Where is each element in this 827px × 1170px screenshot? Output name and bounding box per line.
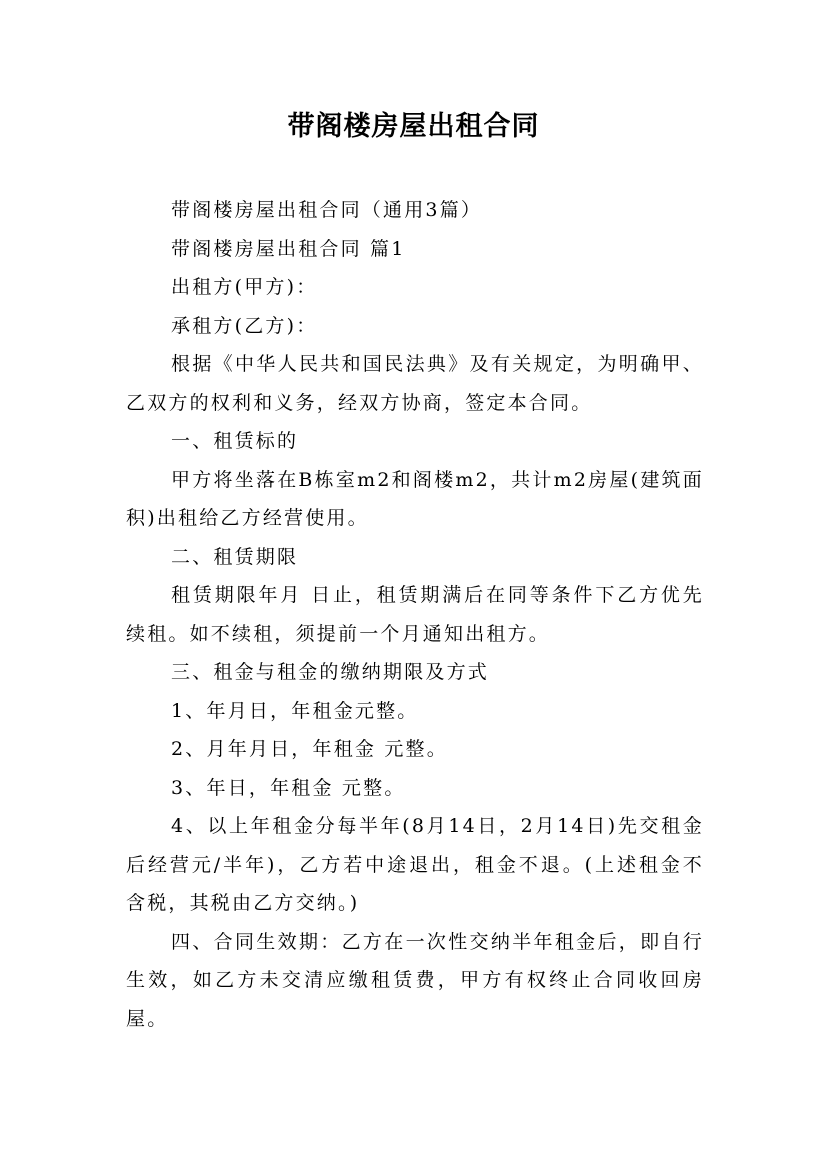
document-title: 带阁楼房屋出租合同 [287, 111, 540, 142]
paragraph: 四、合同生效期：乙方在一次性交纳半年租金后，即自行生效，如乙方未交清应缴租赁费，甲方有权终止合同收回房屋。 [126, 930, 704, 1030]
paragraph: 带阁楼房屋出租合同 篇1 [171, 237, 406, 260]
paragraph: 甲方将坐落在B栋室m2和阁楼m2，共计m2房屋(建筑面积)出租给乙方经营使用。 [126, 468, 704, 529]
paragraph: 4、以上年租金分每半年(8月14日，2月14日)先交租金后经营元/半年)，乙方若中途退出，租金不退。(上述租金不含税，其税由乙方交纳。) [126, 815, 704, 914]
paragraph: 一、租赁标的 [171, 430, 299, 452]
paragraph: 二、租赁期限 [171, 545, 299, 568]
paragraph: 2、月年月日，年租金 元整。 [171, 738, 448, 760]
paragraph: 3、年日，年租金 元整。 [171, 776, 406, 799]
paragraph: 出租方(甲方)： [171, 276, 318, 298]
document-body [126, 191, 704, 1038]
paragraph: 租赁期限年月 日止，租赁期满后在同等条件下乙方优先续租。如不续租，须提前一个月通知出租方。 [126, 584, 704, 645]
paragraph: 三、租金与租金的缴纳期限及方式 [171, 661, 490, 683]
paragraph: 1、年月日，年租金元整。 [171, 699, 419, 722]
paragraph: 根据《中华人民共和国民法典》及有关规定，为明确甲、乙双方的权利和义务，经双方协商，签定本合同。 [126, 353, 704, 414]
paragraph: 承租方(乙方)： [171, 314, 318, 337]
paragraph: 带阁楼房屋出租合同（通用3篇） [171, 199, 483, 221]
